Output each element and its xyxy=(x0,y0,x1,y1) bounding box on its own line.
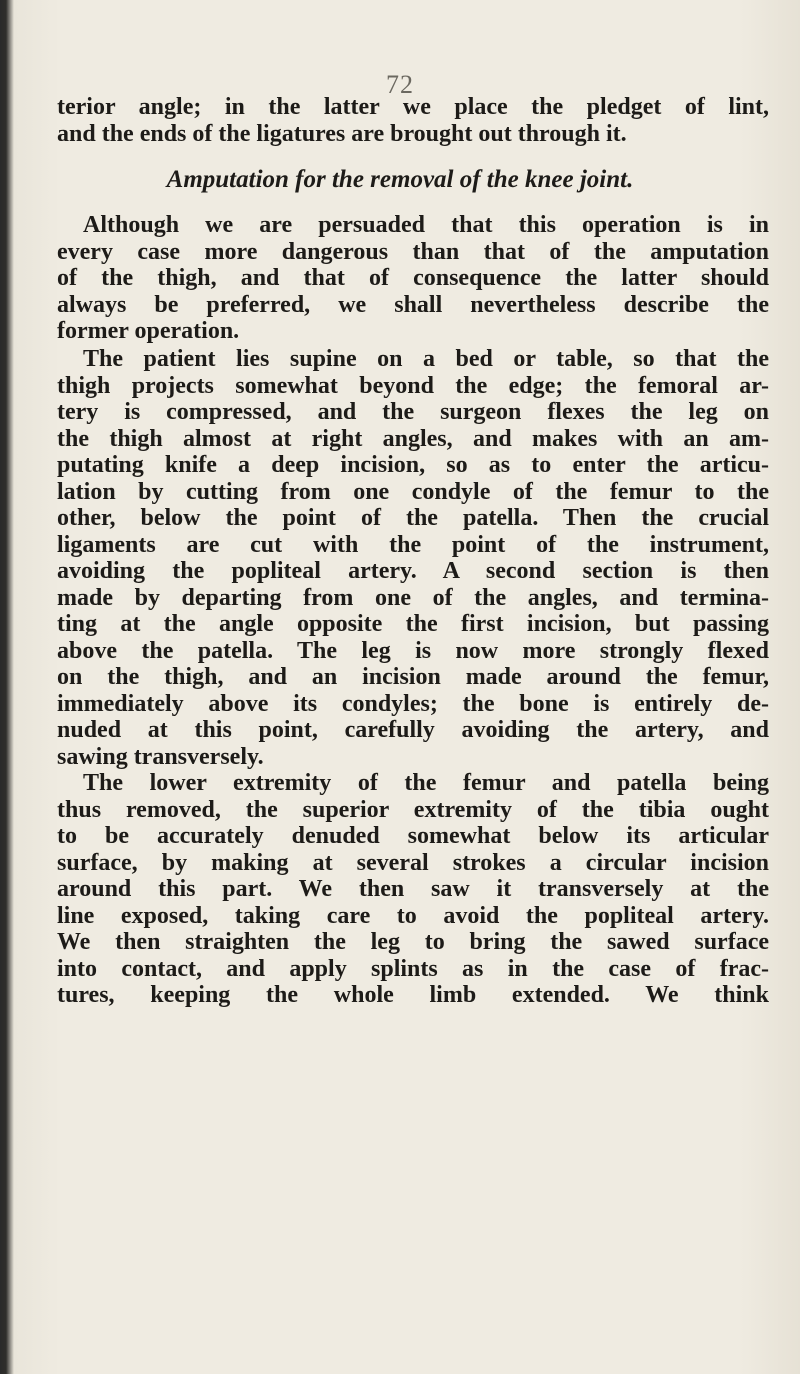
text-line: every case more dangerous than that of the amputation xyxy=(57,238,769,265)
paragraph-2 xyxy=(57,346,769,770)
text-line: other, below the point of the patella. Then the crucial xyxy=(57,505,769,531)
text-line: surface, by making at several strokes a circular incision xyxy=(57,849,769,876)
text-line: lation by cutting from one condyle of the femur to the xyxy=(57,478,769,505)
text-line: avoiding the popliteal artery. A second section is then xyxy=(57,558,769,584)
text-line: the thigh almost at right angles, and makes with an am- xyxy=(57,425,769,452)
text-line: thigh projects somewhat beyond the edge; the femoral ar- xyxy=(57,372,769,399)
page-number: 72 xyxy=(386,70,414,99)
text-line: above the patella. The leg is now more strongly flexed xyxy=(57,637,769,664)
text-line: immediately above its condyles; the bone is entirely de- xyxy=(57,690,769,717)
text-line: of the thigh, and that of consequence the latter should xyxy=(57,265,769,291)
text-line: thus removed, the superior extremity of the tibia ought xyxy=(57,796,769,823)
section-heading: Amputation for the removal of the knee joint. xyxy=(166,166,634,193)
text-line: around this part. We then saw it transversely at the xyxy=(57,876,769,902)
text-line: always be preferred, we shall nevertheless describe the xyxy=(57,291,769,318)
text-line: putating knife a deep incision, so as to enter the articu- xyxy=(57,452,769,478)
text-line: into contact, and apply splints as in the case of frac- xyxy=(57,955,769,982)
text-line: terior angle; in the latter we place the pledget of lint, xyxy=(57,94,769,120)
text-line: ting at the angle opposite the first incision, but passing xyxy=(57,611,769,637)
text-line: to be accurately denuded somewhat below its articular xyxy=(57,823,769,849)
text-line: tures, keeping the whole limb extended. We think xyxy=(57,982,769,1008)
text-line: The patient lies supine on a bed or table, so that the xyxy=(83,346,769,372)
text-line: former operation. xyxy=(57,318,240,344)
text-line: Although we are persuaded that this operation is in xyxy=(83,212,769,238)
text-line: tery is compressed, and the surgeon flexes the leg on xyxy=(57,399,769,425)
text-line: nuded at this point, carefully avoiding the artery, and xyxy=(57,717,769,743)
text-line: sawing transversely. xyxy=(57,743,264,770)
intro-text xyxy=(57,94,769,147)
text-line: ligaments are cut with the point of the instrument, xyxy=(57,531,769,558)
text-line: We then straighten the leg to bring the sawed surface xyxy=(57,929,769,955)
text-line: line exposed, taking care to avoid the popliteal artery. xyxy=(57,902,769,929)
paragraph-3 xyxy=(57,770,769,1009)
paragraph-1 xyxy=(57,212,769,345)
text-line: The lower extremity of the femur and patella being xyxy=(83,770,769,796)
text-line: on the thigh, and an incision made around the femur, xyxy=(57,664,769,690)
text-line: made by departing from one of the angles, and termina- xyxy=(57,584,769,611)
text-line: and the ends of the ligatures are brought out through it. xyxy=(57,120,627,147)
